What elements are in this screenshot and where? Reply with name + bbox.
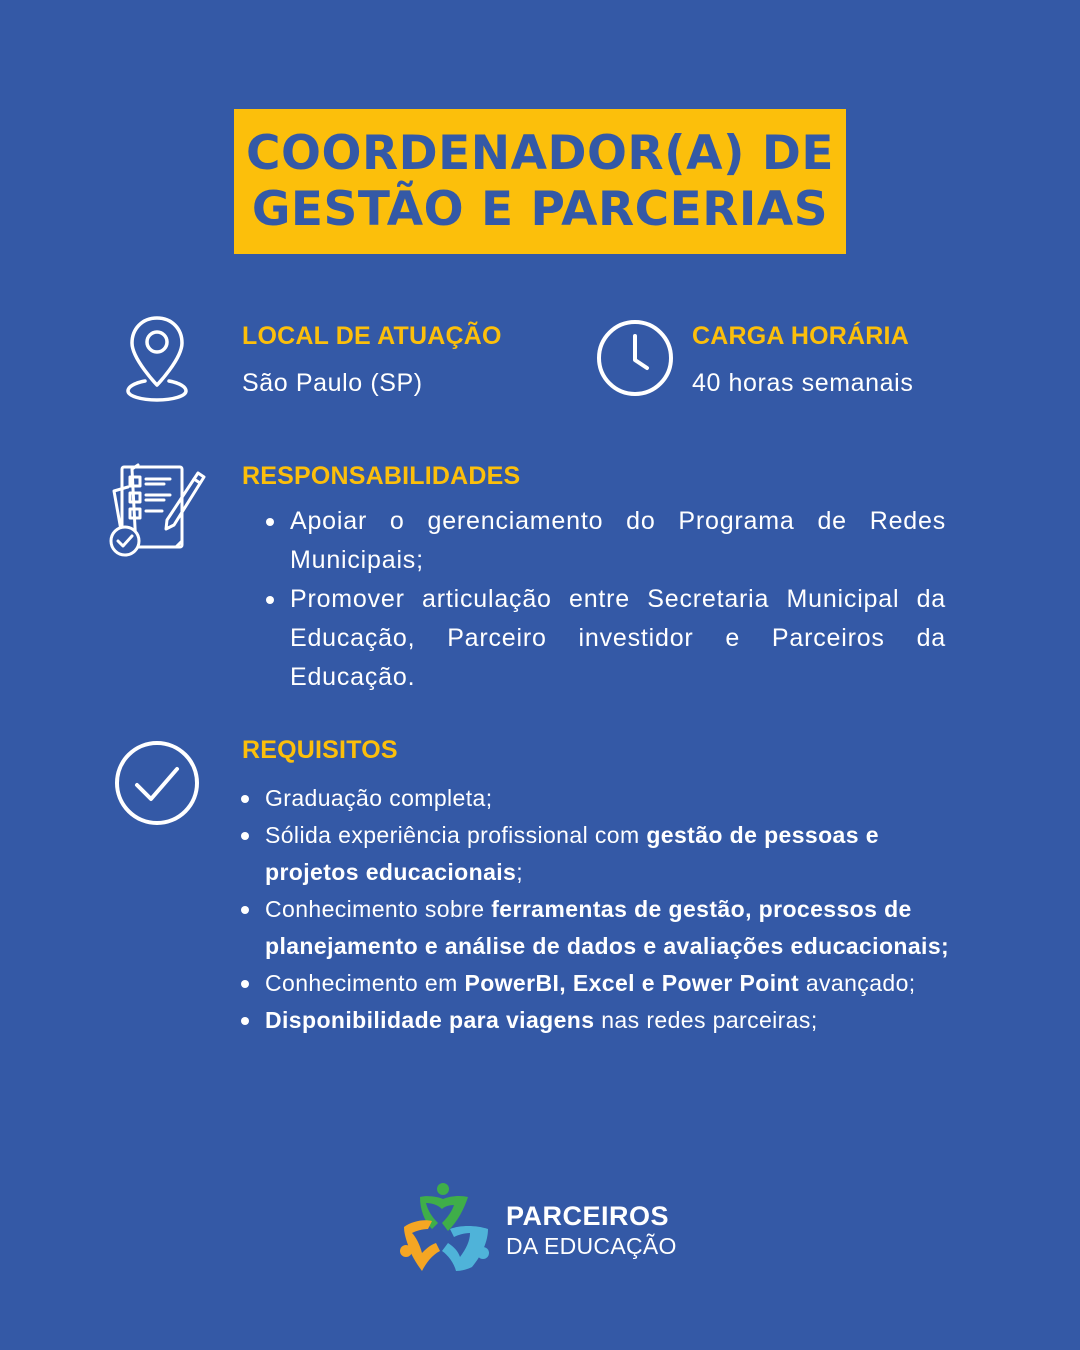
- clock-icon: [595, 318, 675, 398]
- list-item: [241, 1002, 951, 1039]
- hours-value: 40 horas semanais: [692, 369, 914, 397]
- title-line-1: COORDENADOR(A) DE: [246, 125, 834, 181]
- requirements-heading: REQUISITOS: [242, 736, 398, 764]
- requirement-bold-text: PowerBI, Excel e Power Point: [464, 970, 800, 996]
- list-item: [241, 817, 951, 891]
- requirements-list: [241, 780, 951, 1039]
- location-value: São Paulo (SP): [242, 369, 423, 397]
- map-pin-icon: [124, 315, 190, 403]
- logo: [398, 1183, 698, 1278]
- checklist-icon: [108, 461, 206, 559]
- requirement-text: Conhecimento em: [265, 970, 465, 996]
- list-item: [241, 891, 951, 965]
- requirement-text: avançado;: [799, 970, 916, 996]
- hours-heading: CARGA HORÁRIA: [692, 322, 909, 350]
- title-line-2: GESTÃO E PARCERIAS: [251, 181, 829, 237]
- requirement-text: Conhecimento sobre: [265, 896, 492, 922]
- location-heading: LOCAL DE ATUAÇÃO: [242, 322, 502, 350]
- list-item: Apoiar o gerenciamento do Programa de Redes Municipais;: [242, 502, 946, 580]
- logo-text-line-1: PARCEIROS: [506, 1201, 670, 1231]
- requirement-bold-text: ferramentas de gestão, processos de planejamento e análise de dados e avaliações educacionais;: [265, 896, 950, 959]
- page-title: [234, 109, 846, 254]
- check-circle-icon: [113, 739, 201, 827]
- responsibilities-heading: RESPONSABILIDADES: [242, 462, 521, 490]
- list-item: [241, 780, 951, 817]
- requirement-bold-text: gestão de pessoas e projetos educacionais: [265, 822, 879, 885]
- list-item: Promover articulação entre Secretaria Municipal da Educação, Parceiro investidor e Parceiros da Educação.: [242, 580, 946, 697]
- requirement-bold-text: Disponibilidade para viagens: [265, 1007, 595, 1033]
- parceiros-logo-icon: [398, 1183, 494, 1278]
- requirement-text: Graduação completa;: [265, 785, 493, 811]
- requirement-text: Sólida experiência profissional com: [265, 822, 647, 848]
- requirement-text: nas redes parceiras;: [594, 1007, 818, 1033]
- logo-text-line-2: DA EDUCAÇÃO: [506, 1233, 677, 1259]
- requirement-text: ;: [516, 859, 524, 885]
- responsibilities-list: [242, 502, 946, 697]
- list-item: [241, 965, 951, 1002]
